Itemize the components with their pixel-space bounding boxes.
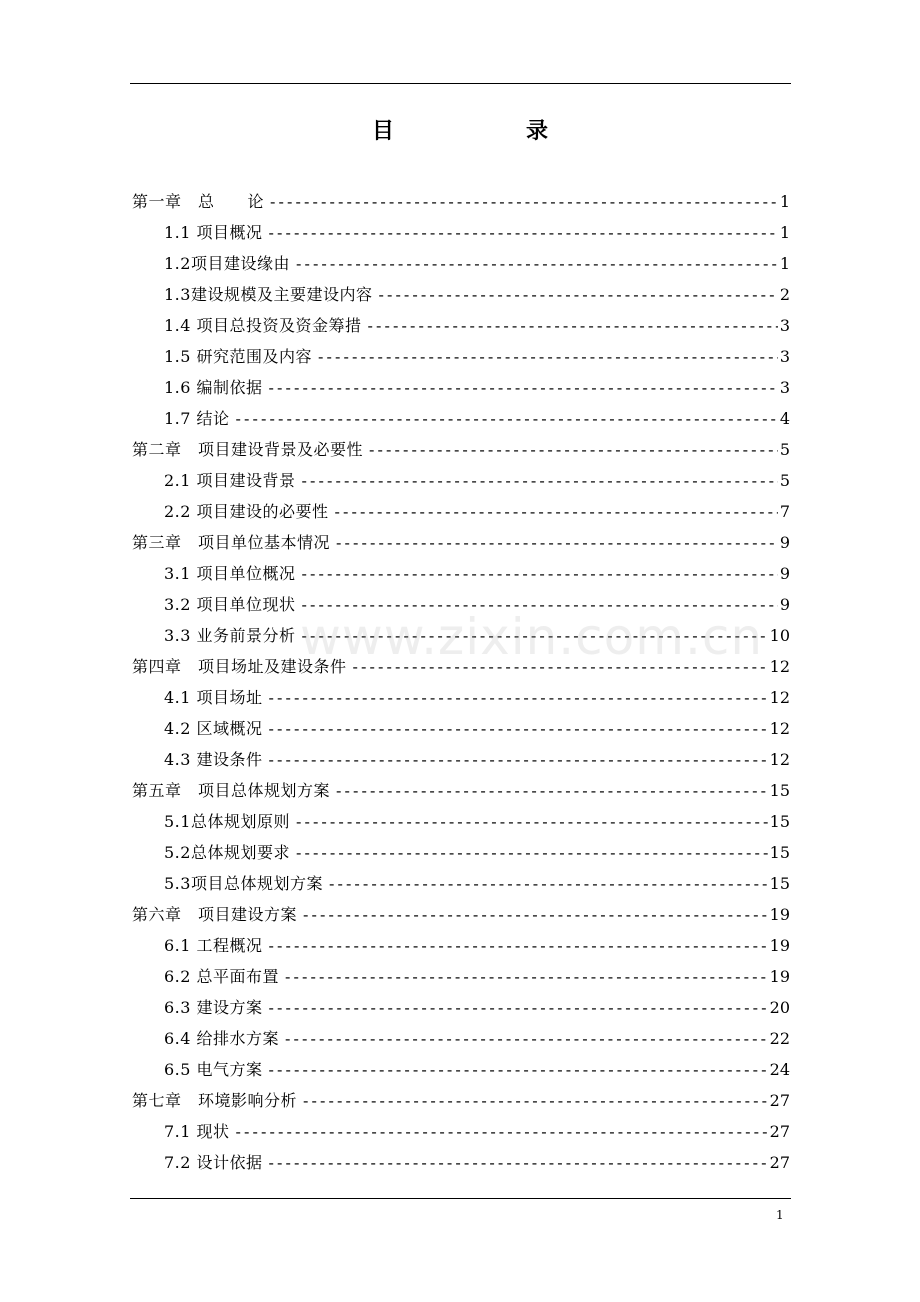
toc-section-entry[interactable] xyxy=(132,1147,790,1178)
toc-dot-leader xyxy=(285,1023,768,1054)
toc-entry-label: 第一章 总 论 xyxy=(132,192,265,211)
toc-entry-page: 2 xyxy=(779,285,790,304)
toc-section-entry[interactable] xyxy=(132,1116,790,1147)
toc-section-entry[interactable] xyxy=(132,868,790,899)
toc-entry-label: 第七章 环境影响分析 xyxy=(132,1091,298,1110)
toc-entry-page: 27 xyxy=(769,1091,790,1110)
toc-chapter-entry[interactable] xyxy=(132,775,790,806)
toc-dot-leader xyxy=(285,961,768,992)
toc-entry-label: 1.4 项目总投资及资金筹措 xyxy=(164,316,362,335)
toc-section-entry[interactable] xyxy=(132,558,790,589)
toc-section-entry[interactable] xyxy=(132,930,790,961)
toc-entry-page: 19 xyxy=(769,936,790,955)
toc-dot-leader xyxy=(353,651,768,682)
toc-dot-leader xyxy=(368,310,778,341)
toc-entry-page: 15 xyxy=(769,843,790,862)
toc-entry-label: 5.2总体规划要求 xyxy=(164,843,290,862)
toc-entry-label: 5.3项目总体规划方案 xyxy=(164,874,323,893)
toc-entry-page: 20 xyxy=(769,998,790,1017)
toc-entry-page: 1 xyxy=(779,223,790,242)
toc-entry-page: 12 xyxy=(769,657,790,676)
toc-entry-page: 1 xyxy=(779,254,790,273)
toc-dot-leader xyxy=(270,186,778,217)
toc-chapter-entry[interactable] xyxy=(132,527,790,558)
toc-entry-label: 6.4 给排水方案 xyxy=(164,1029,280,1048)
toc-entry-page: 27 xyxy=(769,1153,790,1172)
toc-entry-label: 6.5 电气方案 xyxy=(164,1060,263,1079)
watermark: www.zixin.com.cn xyxy=(300,608,764,666)
toc-section-entry[interactable] xyxy=(132,1023,790,1054)
toc-dot-leader xyxy=(269,1147,768,1178)
toc-dot-leader xyxy=(296,837,768,868)
toc-entry-page: 15 xyxy=(769,874,790,893)
toc-entry-page: 5 xyxy=(779,440,790,459)
toc-dot-leader xyxy=(269,682,768,713)
toc-entry-label: 7.1 现状 xyxy=(164,1122,230,1141)
toc-title: 目 录 xyxy=(371,118,603,144)
toc-entry-label: 3.3 业务前景分析 xyxy=(164,626,296,645)
toc-entry-label: 6.2 总平面布置 xyxy=(164,967,280,986)
toc-entry-label: 3.1 项目单位概况 xyxy=(164,564,296,583)
toc-dot-leader xyxy=(302,465,778,496)
toc-entry-page: 9 xyxy=(779,595,790,614)
toc-section-entry[interactable] xyxy=(132,837,790,868)
toc-dot-leader xyxy=(303,899,768,930)
toc-section-entry[interactable] xyxy=(132,620,790,651)
toc-section-entry[interactable] xyxy=(132,372,790,403)
toc-entry-label: 4.1 项目场址 xyxy=(164,688,263,707)
toc-entry-page: 12 xyxy=(769,719,790,738)
toc-entry-label: 6.1 工程概况 xyxy=(164,936,263,955)
toc-section-entry[interactable] xyxy=(132,961,790,992)
toc-dot-leader xyxy=(369,434,778,465)
toc-entry-page: 3 xyxy=(779,316,790,335)
toc-entry-label: 7.2 设计依据 xyxy=(164,1153,263,1172)
toc-dot-leader xyxy=(269,930,768,961)
toc-entry-page: 24 xyxy=(769,1060,790,1079)
toc-entry-page: 1 xyxy=(779,192,790,211)
toc-dot-leader xyxy=(269,744,768,775)
toc-entry-page: 9 xyxy=(779,533,790,552)
toc-dot-leader xyxy=(269,217,778,248)
page-number: 1 xyxy=(776,1208,784,1222)
toc-dot-leader xyxy=(269,372,778,403)
toc-dot-leader xyxy=(335,496,778,527)
toc-dot-leader xyxy=(336,775,768,806)
toc-dot-leader xyxy=(302,558,778,589)
toc-entry-page: 5 xyxy=(779,471,790,490)
toc-entry-label: 1.2项目建设缘由 xyxy=(164,254,290,273)
toc-section-entry[interactable] xyxy=(132,279,790,310)
toc-dot-leader xyxy=(269,992,768,1023)
toc-dot-leader xyxy=(336,527,778,558)
toc-entry-page: 7 xyxy=(779,502,790,521)
toc-section-entry[interactable] xyxy=(132,1054,790,1085)
toc-entry-label: 5.1总体规划原则 xyxy=(164,812,290,831)
toc-entry-page: 9 xyxy=(779,564,790,583)
toc-entry-label: 2.2 项目建设的必要性 xyxy=(164,502,329,521)
toc-section-entry[interactable] xyxy=(132,341,790,372)
toc-dot-leader xyxy=(296,248,778,279)
toc-section-entry[interactable] xyxy=(132,403,790,434)
toc-entry-label: 4.3 建设条件 xyxy=(164,750,263,769)
toc-dot-leader xyxy=(296,806,768,837)
toc-dot-leader xyxy=(236,1116,768,1147)
toc-section-entry[interactable] xyxy=(132,806,790,837)
toc-entry-label: 3.2 项目单位现状 xyxy=(164,595,296,614)
toc-dot-leader xyxy=(302,589,778,620)
toc-entry-page: 15 xyxy=(769,812,790,831)
toc-section-entry[interactable] xyxy=(132,217,790,248)
toc-entry-page: 19 xyxy=(769,905,790,924)
toc-entry-label: 2.1 项目建设背景 xyxy=(164,471,296,490)
toc-section-entry[interactable] xyxy=(132,589,790,620)
toc-entry-label: 4.2 区域概况 xyxy=(164,719,263,738)
table-of-contents xyxy=(132,186,790,1178)
toc-entry-label: 1.7 结论 xyxy=(164,409,230,428)
toc-chapter-entry[interactable] xyxy=(132,651,790,682)
toc-entry-page: 10 xyxy=(769,626,790,645)
toc-dot-leader xyxy=(236,403,778,434)
toc-entry-page: 3 xyxy=(779,378,790,397)
toc-entry-page: 12 xyxy=(769,750,790,769)
toc-entry-label: 第二章 项目建设背景及必要性 xyxy=(132,440,364,459)
toc-chapter-entry[interactable] xyxy=(132,899,790,930)
toc-entry-page: 3 xyxy=(779,347,790,366)
toc-entry-page: 4 xyxy=(779,409,790,428)
toc-section-entry[interactable] xyxy=(132,310,790,341)
toc-dot-leader xyxy=(378,279,777,310)
toc-dot-leader xyxy=(329,868,768,899)
toc-entry-page: 27 xyxy=(769,1122,790,1141)
toc-section-entry[interactable] xyxy=(132,248,790,279)
toc-dot-leader xyxy=(303,1085,768,1116)
toc-entry-label: 1.5 研究范围及内容 xyxy=(164,347,313,366)
toc-dot-leader xyxy=(269,1054,768,1085)
toc-section-entry[interactable] xyxy=(132,496,790,527)
toc-dot-leader xyxy=(269,713,768,744)
toc-entry-label: 第六章 项目建设方案 xyxy=(132,905,298,924)
toc-entry-page: 19 xyxy=(769,967,790,986)
toc-chapter-entry[interactable] xyxy=(132,186,790,217)
toc-entry-page: 15 xyxy=(769,781,790,800)
toc-entry-label: 1.1 项目概况 xyxy=(164,223,263,242)
toc-dot-leader xyxy=(302,620,768,651)
toc-chapter-entry[interactable] xyxy=(132,1085,790,1116)
header-rule xyxy=(130,83,791,84)
toc-entry-label: 1.3建设规模及主要建设内容 xyxy=(164,285,373,304)
toc-section-entry[interactable] xyxy=(132,713,790,744)
toc-section-entry[interactable] xyxy=(132,744,790,775)
toc-entry-label: 第五章 项目总体规划方案 xyxy=(132,781,331,800)
toc-entry-page: 12 xyxy=(769,688,790,707)
toc-section-entry[interactable] xyxy=(132,682,790,713)
toc-entry-label: 第四章 项目场址及建设条件 xyxy=(132,657,347,676)
toc-entry-label: 1.6 编制依据 xyxy=(164,378,263,397)
toc-section-entry[interactable] xyxy=(132,465,790,496)
toc-entry-page: 22 xyxy=(769,1029,790,1048)
toc-entry-label: 6.3 建设方案 xyxy=(164,998,263,1017)
toc-dot-leader xyxy=(318,341,778,372)
toc-entry-label: 第三章 项目单位基本情况 xyxy=(132,533,331,552)
toc-section-entry[interactable] xyxy=(132,992,790,1023)
footer-rule xyxy=(130,1198,791,1199)
toc-chapter-entry[interactable] xyxy=(132,434,790,465)
